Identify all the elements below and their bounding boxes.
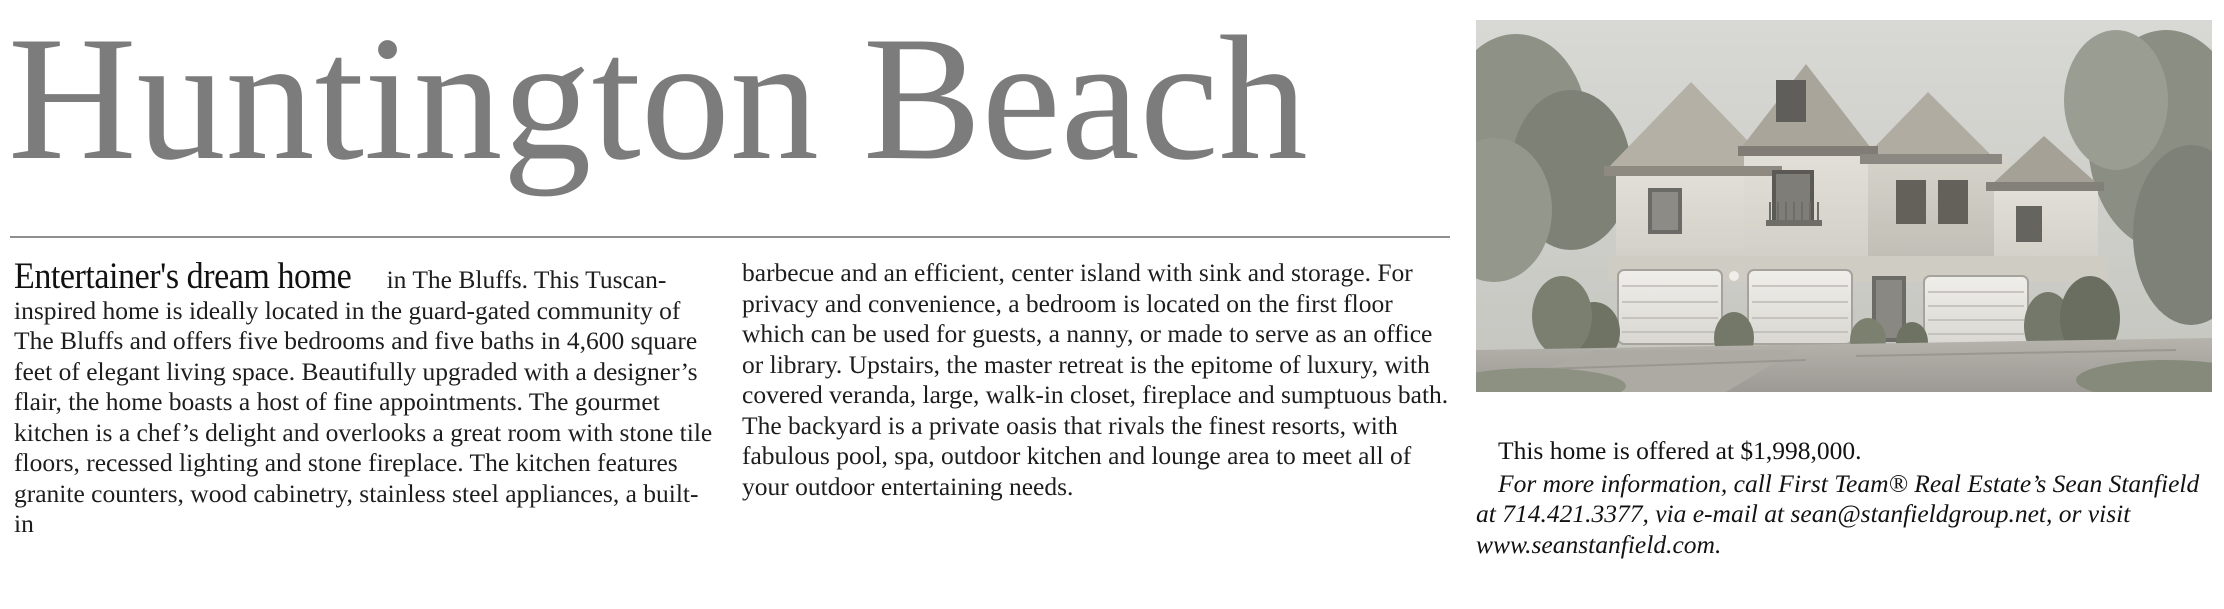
property-photo-image	[1476, 20, 2212, 392]
masthead	[8, 2, 1468, 202]
price-line: This home is offered at $1,998,000.	[1498, 436, 1862, 465]
article-body-2: barbecue and an efficient, center island with sink and storage. For privacy and convenience, a bedroom is located on the first floor which can be used for guests, a nanny, or made to serve as an office or library. Upstairs, the master retreat is the epitome of luxury, with covered veranda, large, walk-in closet, fireplace and sumptuous bath. The backyard is a private oasis that rivals the finest resorts, with fabulous pool, spa, outdoor kitchen and lounge area to meet all of your outdoor entertaining needs.	[742, 258, 1449, 501]
article-body-1: in The Bluffs. This Tuscan-inspired home is ideally located in the guard-gated community of The Bluffs and offers five bedrooms and five baths in 4,600 square feet of elegant living space. Beautifully upgraded with a designer’s flair, the home boasts a host of fine appointments. The gourmet kitchen is a chef’s delight and overlooks a great room with stone tile floors, recessed lighting and stone fireplace. The kitchen features granite counters, wood cabinetry, stainless steel appliances, a built-in	[14, 265, 713, 538]
horizontal-rule	[10, 236, 1450, 238]
contact-line: For more information, call First Team® Real Estate’s Sean Stanfield at 714.421.3377, via e-mail at sean@stanfieldgroup.net, or visit www.seanstanfield.com.	[1476, 468, 2200, 559]
article-column-2	[742, 258, 1452, 502]
caption-block	[1476, 436, 2216, 560]
masthead-title-word-1: Huntington	[8, 2, 819, 197]
article-column-1	[14, 258, 714, 540]
article-lead-in: Entertainer's dream home	[14, 256, 352, 297]
page-title	[8, 2, 1468, 197]
property-photo	[1476, 20, 2212, 392]
masthead-title-word-2: Beach	[862, 2, 1308, 197]
article-paragraph-1	[14, 258, 714, 540]
